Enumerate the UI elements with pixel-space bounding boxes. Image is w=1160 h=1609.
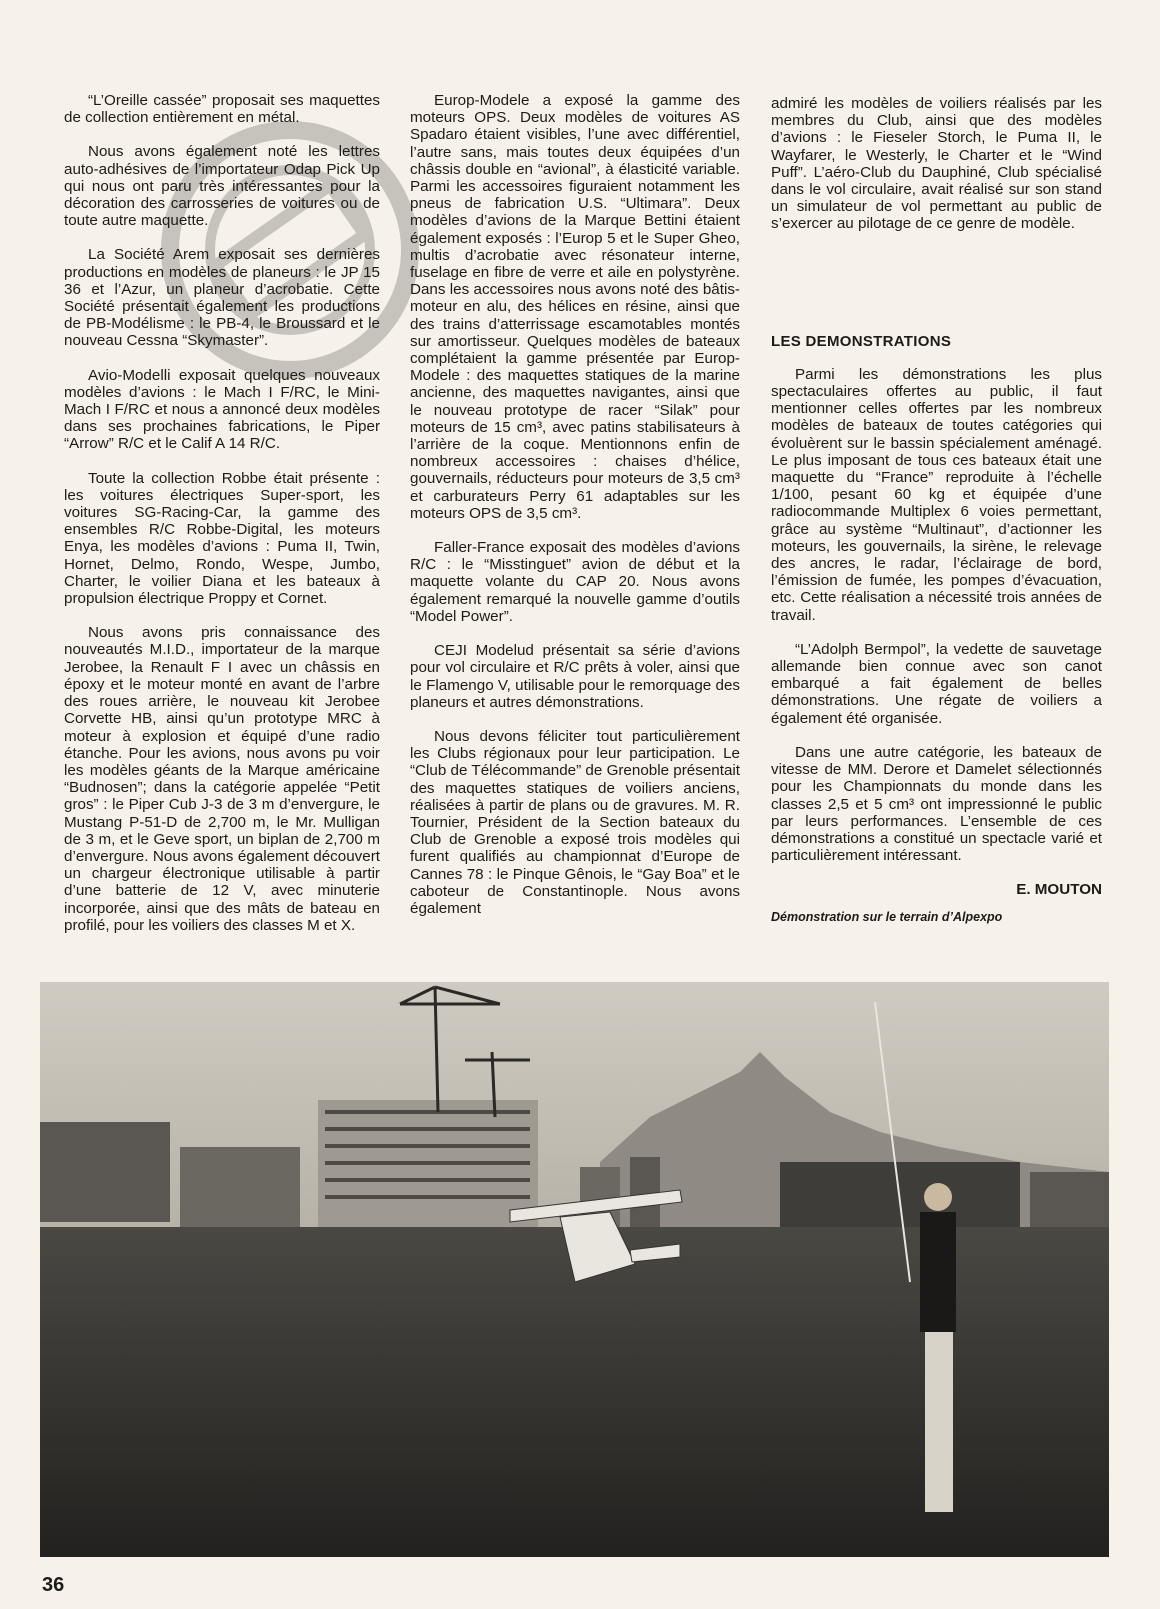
paragraph: “L’Adolph Bermpol”, la vedette de sauvetage allemande bien connue avec son canot embarqué a fait également de belles démonstrations. Une régate de voiliers a également été organisée.: [771, 640, 1102, 727]
page-number: 36: [42, 1574, 65, 1596]
paragraph: Nous avons pris connaissance des nouveautés M.I.D., importateur de la marque Jerobee, la Renault F I avec un châssis en époxy et le moteur monté en avant de l’arbre des roues arrière, le nouveau kit Jerobee Corvette HB, ainsi qu’un prototype MRC à moteur à explosion et équipé d’une radio étanche. Pour les avions, nous avons pu voir les modèles géants de la Marque américaine “Budnosen”; dans la catégorie appelée “Petit gros” : le Piper Cub J-3 de 3 m d’envergure, le Mustang P-51-D de 2,700 m, le Mr. Mulligan de 3 m, et le Geve sport, un biplan de 2,700 m d’envergure. Nous avons également découvert un chargeur électronique utilisable à partir d’une batterie de 12 V, avec minuterie incorporée, ainsi que des mâts de bateau en profilé, pour les voiliers des classes M et X.: [64, 624, 380, 934]
photo-caption: Démonstration sur le terrain d’Alpexpo: [771, 909, 1003, 924]
paragraph: CEJI Modelud présentait sa série d’avions pour vol circulaire et R/C prêts à voler, ainsi que le Flamengo V, utilisable pour le remorquage des planeurs et autres démonstrations.: [410, 642, 740, 711]
paragraph: Avio-Modelli exposait quelques nouveaux modèles d’avions : le Mach I F/RC, le Mini-Mach I F/RC et nous a annoncé deux modèles dans ses prochaines fabrications, le Piper “Arrow” R/C et le Calif A 14 R/C.: [64, 366, 380, 453]
column-2: [410, 92, 740, 934]
paragraph: Nous devons féliciter tout particulièrement les Clubs régionaux pour leur participation. Le “Club de Télécommande” de Grenoble présentait des maquettes statiques de voiliers anciens, réalisées à partir de plans ou de gravures. M. R. Tournier, Président de la Section bateaux du Club de Grenoble a exposé trois modèles qui furent qualifiés au championnat d’Europe de Cannes 78 : le Pinque Gênois, le “Gay Boa” et le caboteur de Constantinople. Nous avons également: [410, 727, 740, 917]
paragraph: admiré les modèles de voiliers réalisés par les membres du Club, ainsi que des modèles d’avions : le Fieseler Storch, le Puma II, le Wayfarer, le Westerly, le Charter et le “Wind Puff”. L’aéro-Club du Dauphiné, Club spécialisé dans le vol circulaire, avait réalisé sur son stand un simulateur de vol permettant au public de s’exercer au pilotage de ce genre de modèle.: [771, 95, 1102, 233]
paragraph: La Société Arem exposait ses dernières productions en modèles de planeurs : le JP 15 36 et l’Azur, un planeur d’acrobatie. Cette Société présentait également les productions de PB-Modélisme : le PB-4, le Broussard et le nouveau Cessna “Skymaster”.: [64, 246, 380, 350]
paragraph: Faller-France exposait des modèles d’avions R/C : le “Misstinguet” avion de début et la maquette volante du CAP 20. Nous avons également remarqué la nouvelle gamme d’outils “Model Power”.: [410, 539, 740, 625]
column-3: [771, 95, 1102, 926]
column-1: [64, 92, 380, 951]
paragraph: Europ-Modele a exposé la gamme des moteurs OPS. Deux modèles de voitures AS Spadaro étaient visibles, l’une avec différentiel, l’autre sans, mais toutes deux équipées d’un châssis double en “avional”, à élasticité variable. Parmi les accessoires figuraient notamment les pneus de fabrication U.S. “Ultimara”. Deux modèles d’avions de la Marque Bettini étaient également exposés : l’Europ 5 et le Super Gheo, multis d’acrobatie avec résonateur interne, fuselage en fibre de verre et aile en polystyrène. Dans les accessoires nous avons noté des bâtis-moteur en alu, des hélices en résine, ainsi que des trains d’atterrissage escamotables montés sur amortisseur. Quelques modèles de bateaux complétaient la gamme présentée par Europ-Modele : des maquettes statiques de la marine ancienne, des maquettes navigantes, ainsi que le nouveau prototype de racer “Silak” pour moteurs de 15 cm³, avec patins stabilisateurs à l’arrière de la coque. Mentionnons enfin de nombreux accessoires : chaises d’hélice, gouvernails, réducteurs pour moteurs de 3,5 cm³ et carburateurs Perry 61 adaptables sur les moteurs OPS de 3,5 cm³.: [410, 92, 740, 522]
paragraph: “L’Oreille cassée” proposait ses maquettes de collection entièrement en métal.: [64, 92, 380, 127]
paragraph: Toute la collection Robbe était présente : les voitures électriques Super-sport, les voitures SG-Racing-Car, la gamme des ensembles R/C Robbe-Digital, les moteurs Enya, les modèles d’avions : Puma II, Twin, Hornet, Delmo, Rondo, Wespe, Jumbo, Charter, le voilier Diana et les bateaux à propulsion électrique Proppy et Cornet.: [64, 469, 380, 608]
paragraph: Nous avons également noté les lettres auto-adhésives de l’importateur Odap Pick Up qui nous ont paru très intéressantes pour la décoration des carrosseries de voitures ou de toute autre maquette.: [64, 143, 380, 230]
paragraph: Parmi les démonstrations les plus spectaculaires offertes au public, il faut mentionner celles offertes par les nombreux modèles de bateaux de toutes catégories qui évoluèrent sur le bassin spécialement aménagé. Le plus imposant de tous ces bateaux était une maquette du “France” reproduite à l’échelle 1/100, pesant 60 kg et équipée d’une radiocommande Multiplex 6 voies permettant, grâce au système “Multinaut”, d’actionner les moteurs, les gouvernails, la sirène, le relevage des ancres, le radar, l’éclairage de bord, l’émission de fumée, les pompes d’évacuation, etc. Cette réalisation a nécessité trois années de travail.: [771, 365, 1102, 624]
paragraph: Dans une autre catégorie, les bateaux de vitesse de MM. Derore et Damelet sélectionnés pour les Championnats du monde dans les classes 2,5 et 5 cm³ ont impressionné le public par leurs performances. L’ensemble de ces démonstrations a constitué un spectacle varié et particulièrement intéressant.: [771, 743, 1102, 865]
demonstration-photo: [40, 982, 1109, 1557]
section-heading: LES DEMONSTRATIONS: [771, 332, 952, 350]
author-signature: E. MOUTON: [1016, 881, 1102, 899]
